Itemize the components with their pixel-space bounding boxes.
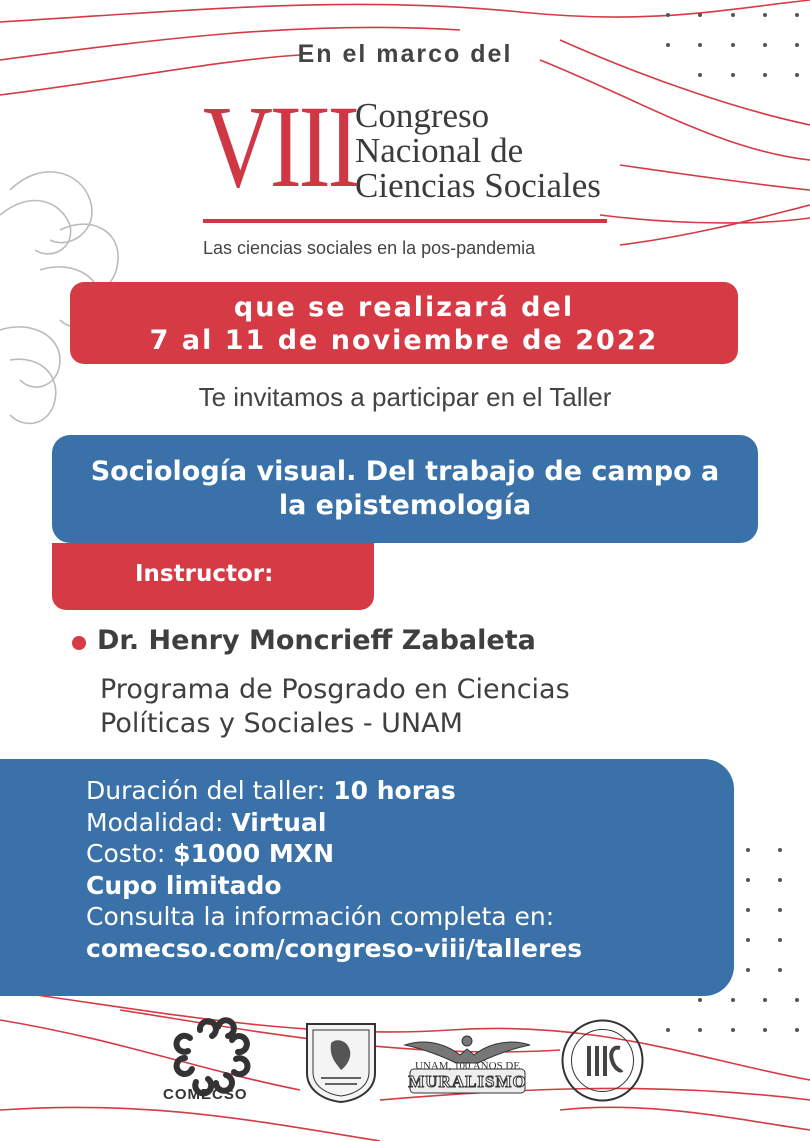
cost-label: Costo:	[86, 839, 166, 868]
instructor-label: Instructor:	[135, 561, 274, 587]
mode-label: Modalidad:	[86, 807, 224, 837]
congress-name-line2: Nacional de	[355, 131, 524, 170]
dates-banner	[70, 282, 738, 364]
congress-name	[355, 98, 601, 203]
invite-text: Te invitamos a participar en el Taller	[198, 382, 612, 412]
edition-numeral: VIII	[203, 81, 357, 212]
comecso-name: COMECSO	[163, 1086, 248, 1103]
mode-row	[86, 807, 582, 839]
congress-name-line3: Ciencias Sociales	[355, 166, 601, 205]
workshop-title-banner	[52, 435, 758, 543]
affiliation-line1: Programa de Posgrado en Ciencias	[100, 674, 570, 705]
instructor-name: Dr. Henry Moncrieff Zabaleta	[97, 625, 536, 656]
title-divider	[203, 219, 607, 223]
affiliation-line2: Políticas y Sociales - UNAM	[100, 708, 463, 739]
mode-value: Virtual	[231, 807, 327, 837]
unam-shield-icon	[301, 1018, 381, 1104]
workshops-link[interactable]: comecso.com/congreso-viii/talleres	[86, 933, 583, 963]
iiec-seal-icon	[560, 1018, 645, 1103]
bullet-icon	[72, 636, 86, 650]
duration-row	[86, 775, 582, 807]
intro-text: En el marco del	[297, 40, 513, 68]
more-info-text: Consulta la información completa en:	[86, 902, 555, 931]
cost-value: $1000 MXN	[173, 839, 335, 868]
congress-name-line1: Congreso	[355, 96, 490, 135]
congress-tagline: Las ciencias sociales en la pos-pandemia	[203, 238, 536, 258]
dates-line2: 7 al 11 de noviembre de 2022	[149, 325, 659, 356]
muralismo-title: MURALISMO	[408, 1072, 527, 1091]
duration-label: Duración del taller:	[86, 776, 326, 805]
workshop-title: Sociología visual. Del trabajo de campo a la epistemología	[90, 456, 720, 521]
details-text	[86, 775, 582, 964]
instructor-affiliation	[100, 673, 720, 741]
duration-value: 10 horas	[333, 776, 456, 805]
cost-row	[86, 838, 582, 870]
muralismo-caption: UNAM, 100 AÑOS DE	[414, 1060, 521, 1072]
dates-line1: que se realizará del	[233, 292, 575, 323]
capacity-text: Cupo limitado	[86, 870, 282, 900]
